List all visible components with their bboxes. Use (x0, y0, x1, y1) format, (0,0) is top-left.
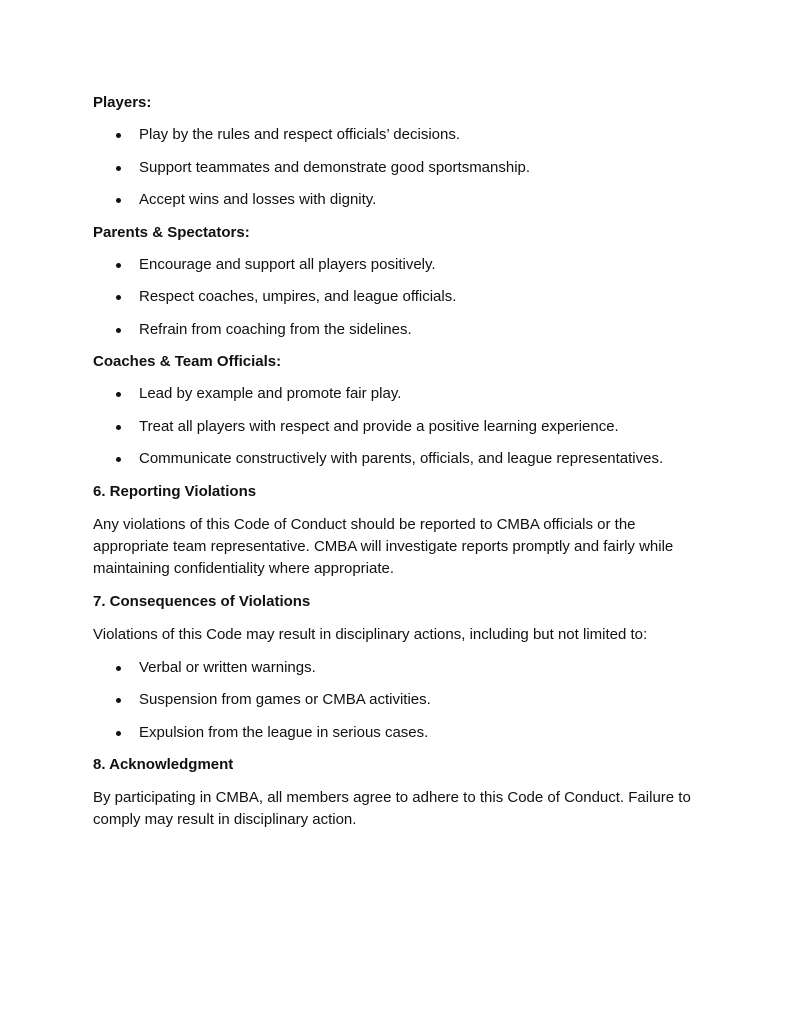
bullet-icon (116, 328, 121, 333)
bullet-icon (116, 392, 121, 397)
list-item: Communicate constructively with parents, officials, and league representatives. (93, 449, 703, 469)
bullet-icon (116, 425, 121, 430)
acknowledgment-paragraph: By participating in CMBA, all members agree to adhere to this Code of Conduct. Failure to comply may result in disciplinary action. (93, 789, 691, 828)
list-item: Suspension from games or CMBA activities. (93, 690, 703, 710)
bullet-icon (116, 666, 121, 671)
bullet-icon (116, 698, 121, 703)
coaches-heading: Coaches & Team Officials: (93, 353, 282, 370)
bullet-icon (116, 263, 121, 268)
bullet-icon (116, 731, 121, 736)
list-item: Support teammates and demonstrate good sportsmanship. (93, 158, 703, 178)
list-item: Verbal or written warnings. (93, 658, 703, 678)
list-item: Refrain from coaching from the sidelines. (93, 320, 703, 340)
coaches-list (93, 384, 703, 469)
consequences-heading: 7. Consequences of Violations (93, 592, 311, 610)
bullet-icon (116, 133, 121, 138)
players-heading: Players: (93, 94, 152, 111)
bullet-icon (116, 198, 121, 203)
bullet-icon (116, 457, 121, 462)
list-item: Respect coaches, umpires, and league officials. (93, 287, 703, 307)
list-item: Encourage and support all players positively. (93, 255, 703, 275)
bullet-icon (116, 295, 121, 300)
acknowledgment-heading: 8. Acknowledgment (93, 756, 234, 773)
reporting-paragraph: Any violations of this Code of Conduct should be reported to CMBA officials or the appropriate team representative. CMBA will investigate reports promptly and fairly while maintaining confidentiality where appropriate. (93, 515, 674, 577)
parents-heading: Parents & Spectators: (93, 223, 250, 241)
document-page (93, 93, 703, 843)
players-list (93, 125, 703, 210)
parents-list (93, 255, 703, 340)
reporting-heading: 6. Reporting Violations (93, 482, 257, 500)
list-item: Treat all players with respect and provide a positive learning experience. (93, 417, 703, 437)
list-item: Accept wins and losses with dignity. (93, 190, 703, 210)
list-item: Lead by example and promote fair play. (93, 384, 703, 404)
consequences-intro: Violations of this Code may result in disciplinary actions, including but not limited to: (93, 625, 648, 643)
consequences-list (93, 658, 703, 743)
bullet-icon (116, 166, 121, 171)
list-item: Play by the rules and respect officials’ decisions. (93, 125, 703, 145)
list-item: Expulsion from the league in serious cases. (93, 723, 703, 743)
